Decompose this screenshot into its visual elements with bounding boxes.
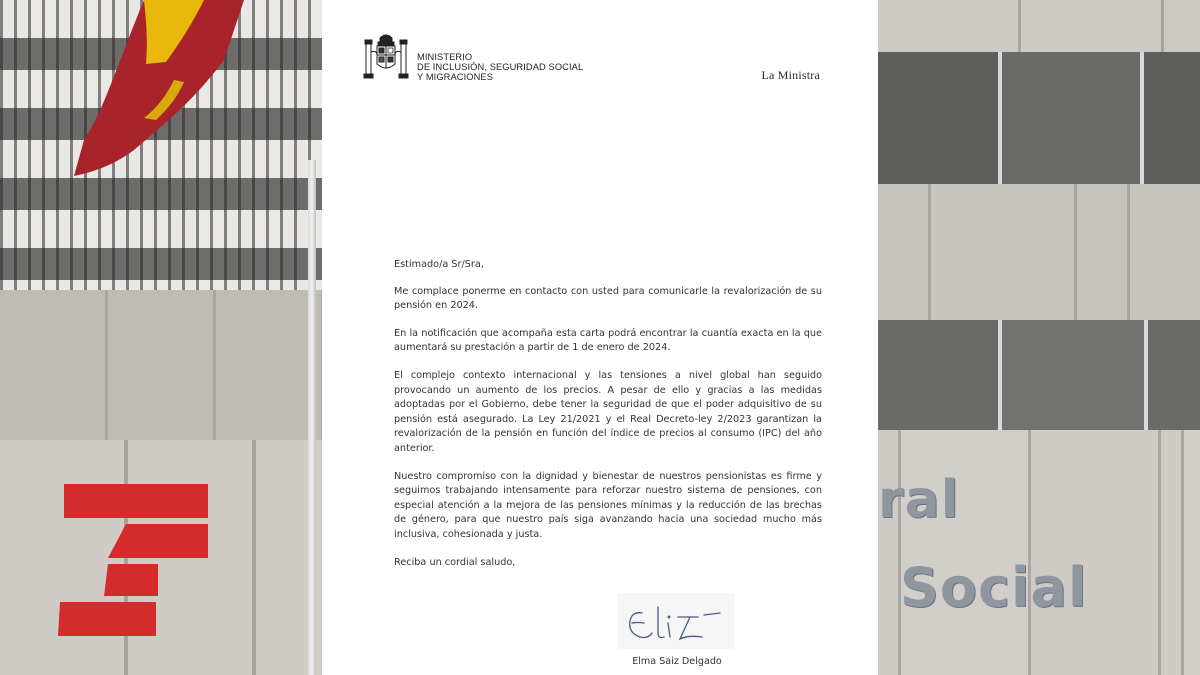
building-windows-middle [878, 320, 1200, 430]
ministry-name [417, 52, 583, 83]
building-sign-text-bottom: Social [900, 556, 1088, 619]
signer-name: Elma Saiz Delgado [632, 656, 722, 667]
building-band-top [878, 0, 1200, 52]
seguridad-social-logo-icon [58, 484, 208, 636]
paragraph: Me complace ponerme en contacto con usted para comunicarle la revalorización de su pensión en 2024. [394, 285, 822, 312]
sender-role: La Ministra [761, 68, 820, 82]
building-wall-bottom [878, 430, 1200, 675]
building-concrete-slab [0, 290, 322, 440]
building-windows-top [878, 52, 1200, 184]
background-photo-right [878, 0, 1200, 675]
letter-page [322, 0, 878, 675]
paragraph: Nuestro compromiso con la dignidad y bienestar de nuestros pensionistas es firme y seguimos trabajando intensamente para reforzar nuestro sistema de pensiones, con especial atención a la mejora de las pensiones mínimas y la reducción de las brechas de género, para que nuestro país siga avanzando hacia una sociedad mucho más inclusiva, cohesionada y justa. [394, 470, 822, 540]
spanish-flag-icon [74, 0, 244, 178]
letter-body [394, 258, 822, 583]
ministry-name-line: MINISTERIO [417, 52, 473, 62]
handwritten-signature [618, 593, 734, 649]
letterhead [362, 32, 583, 83]
ministry-name-line: DE INCLUSIÓN, SEGURIDAD SOCIAL [417, 62, 584, 73]
closing: Reciba un cordial saludo, [394, 556, 516, 568]
paragraph: En la notificación que acompaña esta carta podrá encontrar la cuantía exacta en la que aumentará su prestación a partir de 1 de enero de 2024. [394, 327, 822, 354]
ministry-name-line: Y MIGRACIONES [417, 72, 494, 83]
paragraph: El complejo contexto internacional y las tensiones a nivel global han seguido provocando un aumento de los precios. A pesar de ello y gracias a las medidas adoptadas por el Gobierno, debe tener la seguridad de que el poder adquisitivo de su pensión está asegurado. La Ley 21/2021 y el Real Decreto-ley 2/2023 garantizan la revalorización de la pensión en función del índice de precios al consumo (IPC) del año anterior. [394, 369, 822, 454]
building-band-middle [878, 184, 1200, 320]
flag-pole [308, 160, 316, 675]
salutation: Estimado/a Sr/Sra, [394, 259, 484, 270]
background-photo-left [0, 0, 322, 675]
spanish-coat-of-arms-icon [362, 32, 410, 82]
building-sign-text-top: ral [878, 470, 960, 530]
